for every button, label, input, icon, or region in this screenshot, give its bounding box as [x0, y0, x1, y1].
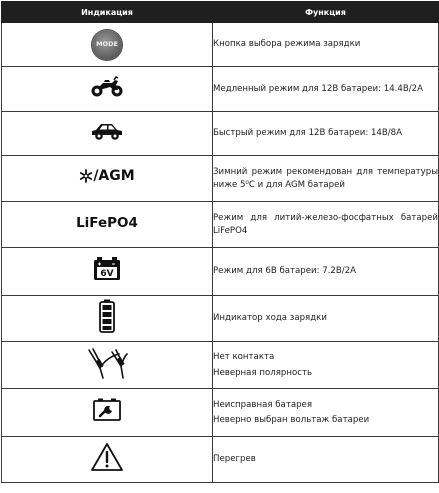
mode-button-icon	[92, 30, 122, 60]
agm-label: /AGM	[93, 168, 135, 184]
function-text: Зимний режим рекомендован для температуры ниже 5⁰С и для AGM батарей	[213, 167, 438, 190]
function-text: Перегрев	[213, 454, 256, 465]
function-text: Неверная полярность	[213, 367, 313, 378]
header-function: Функция	[213, 2, 439, 23]
lifepo4-label: LiFePO4	[76, 215, 138, 232]
battery-6v-icon	[92, 256, 122, 282]
function-text: Нет контакта	[213, 352, 275, 362]
table-row	[2, 112, 439, 156]
function-text: Неверно выбран вольтаж батареи	[213, 415, 370, 425]
table-row	[2, 389, 439, 437]
table-row	[2, 342, 439, 389]
charge-level-icon	[99, 299, 115, 333]
table-row	[2, 67, 439, 112]
header-indication: Индикация	[2, 2, 213, 23]
clamps-icon	[85, 346, 129, 380]
snowflake-icon	[79, 169, 93, 183]
table-header-row	[2, 2, 439, 23]
table-row	[2, 437, 439, 483]
function-text: Индикатор хода зарядки	[213, 313, 327, 324]
battery-voltage-label: 6V	[100, 269, 114, 280]
function-text: Режим для литий-железо-фосфатных батарей LiFePO4	[213, 213, 438, 236]
car-icon	[90, 121, 124, 141]
table-row	[2, 156, 439, 202]
table-row	[2, 202, 439, 248]
function-text: Медленный режим для 12В батареи: 14.4В/2А	[213, 83, 424, 94]
function-text: Режим для 6В батареи: 7.2В/2А	[213, 266, 357, 277]
wrench-icon	[92, 398, 122, 422]
table-row	[2, 248, 439, 296]
table-row	[2, 296, 439, 342]
function-text: Неисправная батарея	[213, 399, 313, 410]
table-row	[2, 23, 439, 67]
indication-table	[1, 1, 439, 483]
function-text: Кнопка выбора режима зарядки	[213, 39, 361, 50]
motorcycle-icon	[90, 76, 124, 98]
warning-icon	[90, 442, 124, 472]
function-text: Быстрый режим для 12В батареи: 14В/8А	[213, 128, 403, 139]
mode-label: MODE	[96, 40, 118, 49]
